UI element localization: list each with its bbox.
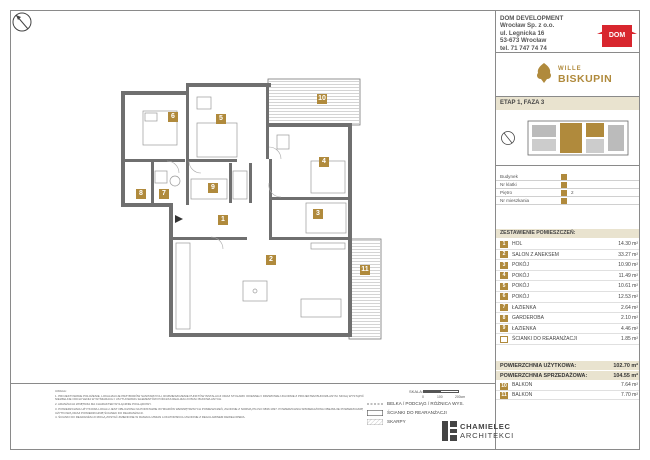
room-row	[496, 260, 640, 271]
property-row	[496, 189, 640, 197]
oak-leaf-icon	[534, 61, 554, 85]
usable-area-row	[496, 361, 640, 371]
room-row	[496, 239, 640, 250]
scale-bar	[409, 386, 479, 400]
apartment-properties	[496, 173, 640, 205]
room-label-6: 6	[168, 112, 178, 122]
room-name: GARDEROBA	[512, 315, 544, 322]
room-number: 3	[500, 262, 508, 269]
property-label: Piętro	[500, 190, 513, 195]
dom-logo: DOM	[602, 25, 632, 47]
room-name: HOL	[512, 241, 523, 247]
room-row	[496, 281, 640, 292]
property-marker	[561, 190, 567, 196]
room-number: 8	[500, 315, 508, 322]
room-area: 2.10 m²	[621, 315, 638, 322]
floor-plan	[11, 11, 495, 383]
room-label-4: 4	[319, 157, 329, 167]
rooms-table	[496, 239, 640, 345]
doors	[167, 147, 281, 249]
property-value: 2	[571, 190, 574, 195]
room-row	[496, 250, 640, 261]
room-number: 1	[500, 241, 508, 248]
info-panel	[495, 11, 640, 450]
room-name: ŁAZIENKA	[512, 304, 537, 311]
note-2: 2. ARANŻACJA WNĘTRZA MA CHARAKTER WYŁĄCZNIE POGLĄDOWY.	[55, 402, 152, 407]
usable-area-value: 102.70 m²	[613, 363, 638, 369]
room-area: 14.30 m²	[618, 241, 638, 247]
scale-graphic	[423, 390, 459, 393]
brand-block	[496, 53, 640, 97]
rooms-title: ZESTAWIENIE POMIESZCZEŃ:	[496, 229, 640, 238]
room-name: POKÓJ	[512, 262, 529, 269]
room-name: ŁAZIENKA	[512, 325, 537, 332]
scale-tick-100: 100	[437, 395, 443, 399]
dashed-line-icon	[367, 401, 383, 407]
room-row	[496, 271, 640, 282]
legal-notes	[55, 390, 373, 421]
balcony-row	[496, 391, 640, 401]
balcony-area: 7.64 m²	[621, 382, 638, 388]
legend-text: ŚCIANKI DO REARANŻACJI	[387, 410, 447, 415]
room-label-2: 2	[266, 255, 276, 265]
room-number	[500, 336, 508, 343]
room-label-8: 8	[136, 189, 146, 199]
room-area: 33.27 m²	[618, 251, 638, 258]
area-summary	[496, 361, 640, 400]
developer-name: DOM DEVELOPMENT	[500, 15, 564, 22]
room-name: POKÓJ	[512, 272, 529, 279]
room-row	[496, 313, 640, 324]
room-name: SALON Z ANEKSEM	[512, 251, 559, 258]
floor-plan-sheet	[10, 10, 640, 450]
entrance-arrow	[175, 215, 183, 223]
room-label-5: 5	[216, 114, 226, 124]
sales-area-row	[496, 371, 640, 381]
room-area: 10.90 m²	[618, 262, 638, 269]
note-4: 4. ŚCIANKI DO REARANŻACJI MOGĄ ZOSTAĆ ZMIENIONE W RAMACH ZMIAN LOKATORSKICH ZGODNIE Z REGULAMINEM DEWELOPERA.	[55, 415, 246, 420]
property-label: Nr mieszkania	[500, 198, 530, 203]
balcony-row	[496, 381, 640, 391]
room-label-10: 10	[318, 95, 326, 102]
room-row	[496, 334, 640, 345]
legend-text: SKARPY	[387, 419, 406, 424]
architect-name-line1: CHAMIELEC	[460, 422, 511, 431]
property-marker	[561, 198, 567, 204]
room-number: 6	[500, 293, 508, 300]
room-label-11: 11	[361, 266, 369, 273]
room-row	[496, 303, 640, 314]
room-number: 7	[500, 304, 508, 311]
usable-area-label: POWIERZCHNIA UŻYTKOWA:	[500, 363, 577, 369]
room-name: POKÓJ	[512, 293, 529, 300]
balcony-area: 7.70 m²	[621, 391, 638, 398]
room-label-7: 7	[159, 189, 169, 199]
room-area: 1.85 m²	[621, 336, 638, 343]
developer-phone: tel. 71 747 74 74	[500, 44, 547, 52]
property-marker	[561, 182, 567, 188]
sales-area-label: POWIERZCHNIA SPRZEDAŻOWA:	[500, 373, 588, 379]
building-locator	[496, 110, 640, 166]
architect-mark-icon	[442, 421, 457, 441]
property-row	[496, 181, 640, 189]
property-label: Budynek	[500, 174, 518, 179]
property-label: Nr klatki	[500, 182, 517, 187]
developer-city: 53-673 Wrocław	[500, 37, 547, 45]
balcony-name: BALKON	[512, 382, 533, 388]
developer-block	[496, 11, 640, 53]
stage-label: ETAP 1, FAZA 3	[496, 97, 640, 110]
room-row	[496, 292, 640, 303]
room-area: 2.64 m²	[621, 304, 638, 311]
architect-logo	[442, 421, 562, 443]
scale-tick-200: 200cm	[455, 395, 466, 399]
floor-plan-drawing	[11, 11, 495, 383]
balcony-number: 10	[501, 382, 507, 389]
room-label-1: 1	[218, 215, 228, 225]
scale-tick-0: 0	[422, 395, 424, 399]
room-label-9: 9	[208, 183, 218, 193]
property-row	[496, 173, 640, 181]
scale-label: SKALA:	[409, 389, 424, 394]
room-row	[496, 324, 640, 335]
building-key-plan	[524, 115, 634, 161]
note-1: 1. PROJEKTOWANE POŁOŻENIE, LOKALIZACJE PRZYBORÓW SANITARNYCH, ROZMIESZCZENIE PUNKTÓW INSTALACJI ORAZ STOLARKI OKIENNEJ I DRZWIOWEJ ZGODNIE Z PROJEKTEM BUDOWLANYM. MOGĄ WYSTĄPIĆ NIEWIELKIE ODCHYLENIA W WYMIARACH I USYTUOWANIU ELEMENTÓW PODCZAS REALIZACJI PRAC BUDOWLANYCH.	[55, 393, 364, 402]
notes-heading: UWAGA:	[55, 389, 67, 393]
sales-area-value: 104.55 m²	[613, 373, 638, 379]
developer-street: ul. Legnicka 16	[500, 29, 545, 37]
slope-hatch-icon	[367, 419, 383, 425]
room-number: 5	[500, 283, 508, 290]
room-number: 2	[500, 251, 508, 258]
room-name: POKÓJ	[512, 283, 529, 290]
brand-name-main: BISKUPIN	[558, 73, 613, 85]
north-compass-icon	[11, 11, 33, 33]
room-label-3: 3	[313, 209, 323, 219]
balcony-name: BALKON	[512, 391, 533, 398]
room-area: 12.53 m²	[618, 293, 638, 300]
room-name: ŚCIANKI DO REARANŻACJI	[512, 336, 578, 343]
north-compass-small-icon	[500, 130, 516, 146]
developer-contact	[500, 15, 563, 52]
room-number: 9	[500, 325, 508, 332]
room-area: 10.61 m²	[618, 283, 638, 290]
architect-name-line2: ARCHITEKCI	[460, 431, 514, 440]
brand-name-top: WILLE	[558, 66, 582, 72]
room-number: 4	[500, 272, 508, 279]
partition-swatch-icon	[367, 410, 383, 416]
legend-text: BELKA / PODCIĄG / RÓŻNICA WYS.	[387, 401, 464, 406]
room-area: 11.49 m²	[618, 272, 638, 279]
developer-company: Wrocław Sp. z o.o.	[500, 22, 555, 30]
property-row	[496, 197, 640, 205]
balcony-number: 11	[501, 392, 507, 398]
note-3: 3. POWIERZCHNIA UŻYTKOWA LOKALU JEST OBLICZONA NA PODSTAWIE WYMIARÓW WEWNĘTRZNYCH POMIESZCZEŃ, ZGODNIE Z NORMĄ PN-ISO 9836:1997. POWIERZCHNIA SPRZEDAŻOWA OBEJMUJE POWIERZCHNIĘ UŻYTKOWĄ ORAZ POWIERZCHNIĘ ŚCIANEK DO REARANŻACJI.	[55, 406, 364, 415]
property-marker	[561, 174, 567, 180]
room-area: 4.46 m²	[621, 325, 638, 332]
